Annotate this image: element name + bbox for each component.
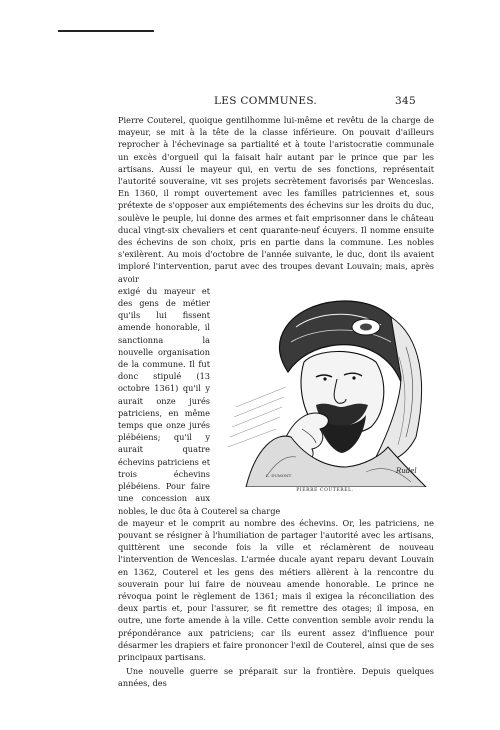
- portrait-engraving: [216, 287, 434, 487]
- side-column-text: exigé du mayeur et des gens de métier qu'ils lui fissent amende honorable, il sanctionna la nouvelle organisation de la commune. Il fut donc stipulé (13 octobre 1361) qu'il y aurait onze jurés patriciens, en même temps que onze jurés plébéiens; qu'il y aurait quatre échevins patriciens et trois échevins plébéiens. Pour faire une concession aux nobles, le duc ôta à Couterel sa charge: [118, 285, 281, 516]
- last-paragraph: Une nouvelle guerre se préparait sur la frontière. Depuis quelques années, des: [118, 666, 434, 689]
- running-title: LES COMMUNES.: [214, 95, 318, 107]
- top-paragraph: Pierre Couterel, quoique gentilhomme lui-même et revêtu de la charge de mayeur, se mit à la tête de la classe inférieure. On pouvait d'ailleurs reprocher à l'échevinage sa partialité et à toute l'aristocratie communale un excès d'orgueil qui la faisait haïr autant par le prince que par les artisans. Aussi le mayeur qui, en vertu de ses fonctions, représentait l'autorité souveraine, vit ses projets secrètement favorisés par Wenceslas. En 1360, il rompt ouvertement avec les familles patriciennes et, sous prétexte de s'opposer aux empiétements des échevins sur les droits du duc, soulève le peuple, lui donne des armes et fait emprisonner dans le château ducal vingt-six chevaliers et cent quarante-neuf écuyers. Il nomme ensuite des échevins de son choix, pris en partie dans la commune. Les nobles s'exilèrent. Au mois d'octobre de l'année suivante, le duc, dont ils avaient imploré l'intervention, parut avec des troupes devant Louvain; mais, après avoir: [118, 115, 434, 284]
- illustration-caption: PIERRE COUTEREL.: [296, 487, 354, 493]
- page-body: [118, 114, 434, 690]
- engraver-mark: L. DUMONT: [266, 472, 292, 478]
- bottom-paragraph: de mayeur et le comprit au nombre des échevins. Or, les patriciens, ne pouvant se résigner à l'humiliation de partager l'autorité avec les artisans, quittèrent une seconde fois la ville et réclamèrent de nouveau l'intervention de Wenceslas. L'armée ducale ayant reparu devant Louvain en 1362, Couterel et les gens des métiers allèrent à la rencontre du souverain pour lui faire de nouveau amende honorable. Le prince ne révoqua point le règlement de 1361; mais il exigea la réconciliation des deux partis et, pour l'assurer, se fit remettre des otages; il imposa, en outre, une forte amende à la ville. Cette convention semble avoir rendu la prépondérance aux patriciens; car ils eurent assez d'influence pour désarmer les drapiers et faire prononcer l'exil de Couterel, ainsi que de ses principaux partisans.: [118, 517, 434, 662]
- page-number: 345: [395, 95, 416, 107]
- running-header: [94, 95, 416, 109]
- artist-signature: Rudel: [396, 466, 417, 475]
- top-rule: [58, 30, 154, 32]
- portrait-illustration: [216, 287, 434, 497]
